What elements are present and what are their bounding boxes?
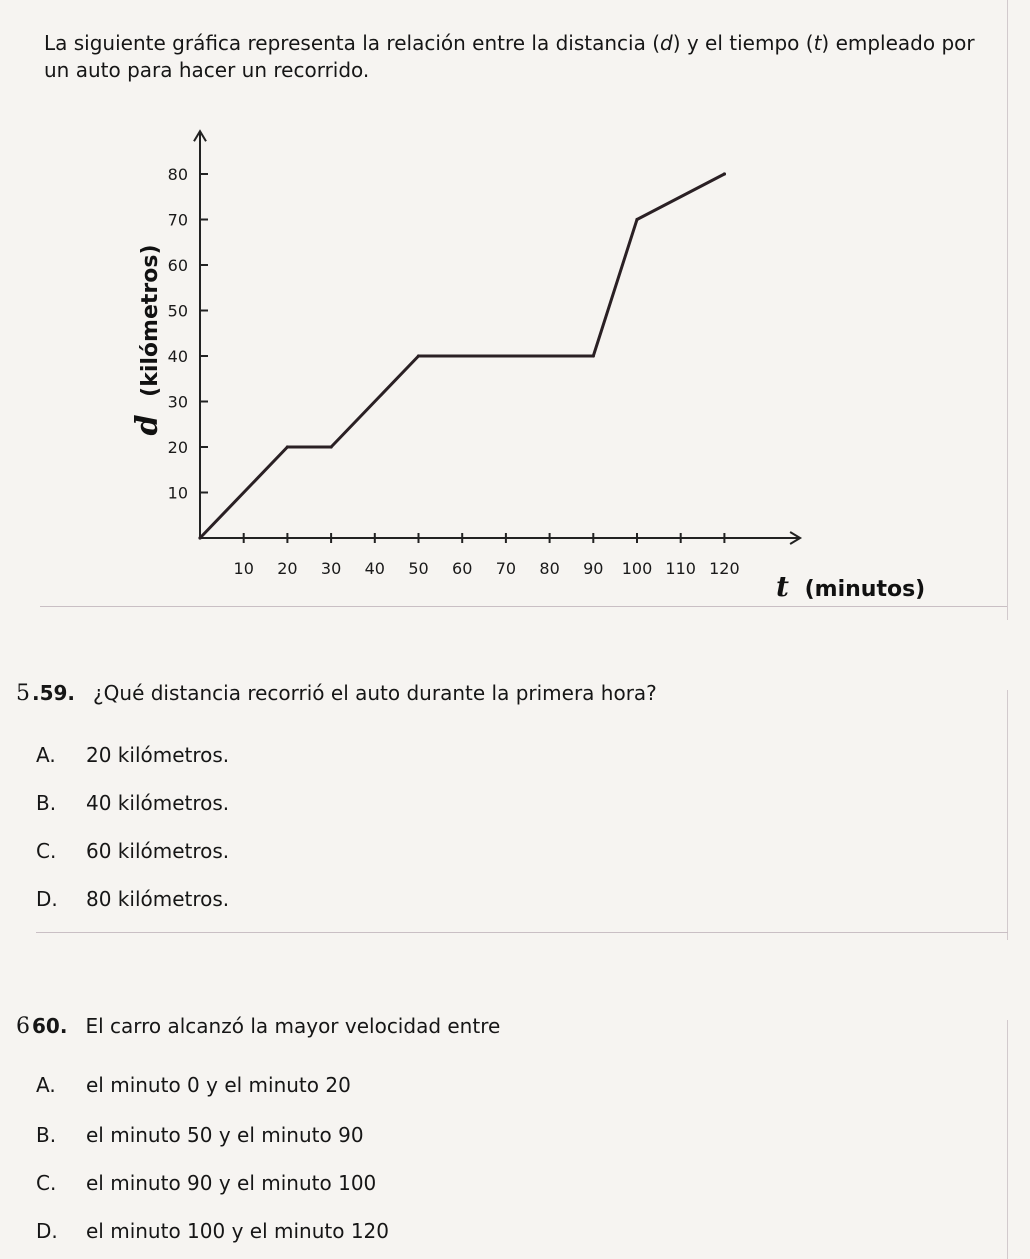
y-tick-label-50: 50 — [167, 301, 188, 321]
question-60-option-a[interactable] — [36, 1072, 351, 1098]
option-letter: D. — [36, 887, 58, 911]
y-tick-label-80: 80 — [167, 165, 188, 184]
x-tick-label-90: 90 — [583, 559, 604, 578]
x-tick-label-100: 100 — [621, 559, 653, 578]
option-letter: B. — [36, 1123, 57, 1147]
x-tick-label-110: 110 — [665, 559, 696, 578]
intro-text-1: La siguiente gráfica representa la relación entre la distancia ( — [44, 31, 660, 55]
option-text: 40 kilómetros. — [86, 791, 230, 815]
question-59-text: ¿Qué distancia recorrió el auto durante la primera hora? — [93, 681, 657, 705]
page-border — [1007, 0, 1008, 620]
x-axis-unit: (minutos) — [804, 577, 926, 602]
distance-line — [200, 174, 724, 538]
question-59-border — [1007, 690, 1008, 940]
x-axis-ticks — [234, 533, 740, 578]
question-59-hand-note: 5 — [16, 681, 30, 706]
question-60-option-c[interactable] — [36, 1170, 376, 1196]
y-tick-label-60: 60 — [167, 256, 188, 275]
option-letter: C. — [36, 1171, 57, 1195]
question-59-divider — [36, 932, 1008, 933]
question-60-number: 60. — [32, 1014, 68, 1038]
question-59-option-d[interactable] — [36, 886, 229, 912]
question-59-number: .59. — [32, 681, 76, 705]
distance-time-chart — [0, 0, 1030, 620]
y-tick-label-30: 30 — [167, 392, 188, 412]
question-60-option-b[interactable] — [36, 1122, 364, 1148]
question-60 — [16, 1013, 500, 1040]
question-59-option-a[interactable] — [36, 742, 229, 768]
data-point-90 — [592, 354, 595, 357]
intro-text-2: ) y el tiempo ( — [672, 31, 814, 55]
y-tick-label-20: 20 — [167, 438, 188, 457]
question-59-option-b[interactable] — [36, 790, 229, 816]
y-axis-unit: (kilómetros) — [138, 244, 163, 397]
option-text: el minuto 100 y el minuto 120 — [86, 1219, 389, 1243]
data-point-30 — [330, 445, 333, 448]
option-text: el minuto 0 y el minuto 20 — [86, 1073, 351, 1097]
option-letter: A. — [36, 1073, 56, 1097]
y-axis-ticks — [168, 165, 208, 503]
question-59 — [16, 680, 657, 707]
chart-series — [198, 172, 726, 539]
y-axis-variable: d — [130, 414, 165, 436]
y-axis-title — [130, 244, 165, 435]
x-tick-label-80: 80 — [539, 559, 560, 578]
y-tick-label-70: 70 — [167, 210, 188, 230]
data-point-20 — [286, 445, 289, 448]
x-tick-label-30: 30 — [320, 559, 342, 578]
data-point-100 — [635, 218, 638, 221]
x-tick-label-70: 70 — [495, 559, 517, 578]
data-point-0 — [198, 536, 201, 539]
data-point-50 — [417, 354, 420, 357]
option-text: 80 kilómetros. — [86, 887, 230, 911]
x-tick-label-40: 40 — [364, 559, 385, 578]
x-tick-label-10: 10 — [233, 559, 254, 578]
intro-text-3: ) empleado por un auto para hacer un recorrido. — [44, 31, 975, 82]
option-letter: C. — [36, 839, 57, 863]
section-divider — [40, 606, 1008, 607]
chart-axes — [194, 131, 800, 544]
question-60-hand-note: 6 — [16, 1014, 30, 1039]
data-point-120 — [723, 172, 726, 175]
question-60-border — [1007, 1020, 1008, 1259]
y-tick-label-10: 10 — [167, 483, 188, 503]
question-60-text: El carro alcanzó la mayor velocidad entre — [85, 1014, 501, 1038]
intro-var-d: d — [660, 31, 673, 55]
option-text: 20 kilómetros. — [86, 743, 230, 767]
x-axis-title — [776, 570, 925, 603]
question-59-option-c[interactable] — [36, 838, 229, 864]
option-text: el minuto 90 y el minuto 100 — [86, 1171, 377, 1195]
x-tick-label-20: 20 — [277, 559, 298, 578]
option-letter: A. — [36, 743, 56, 767]
x-tick-label-60: 60 — [452, 559, 473, 578]
option-letter: B. — [36, 791, 57, 815]
x-tick-label-120: 120 — [709, 559, 740, 578]
option-letter: D. — [36, 1219, 58, 1243]
x-tick-label-50: 50 — [408, 559, 429, 578]
y-tick-label-40: 40 — [167, 347, 188, 366]
option-text: el minuto 50 y el minuto 90 — [86, 1123, 364, 1147]
option-text: 60 kilómetros. — [86, 839, 230, 863]
question-60-option-d[interactable] — [36, 1218, 389, 1244]
x-axis-variable: t — [776, 570, 789, 603]
intro-var-t: t — [813, 31, 822, 55]
